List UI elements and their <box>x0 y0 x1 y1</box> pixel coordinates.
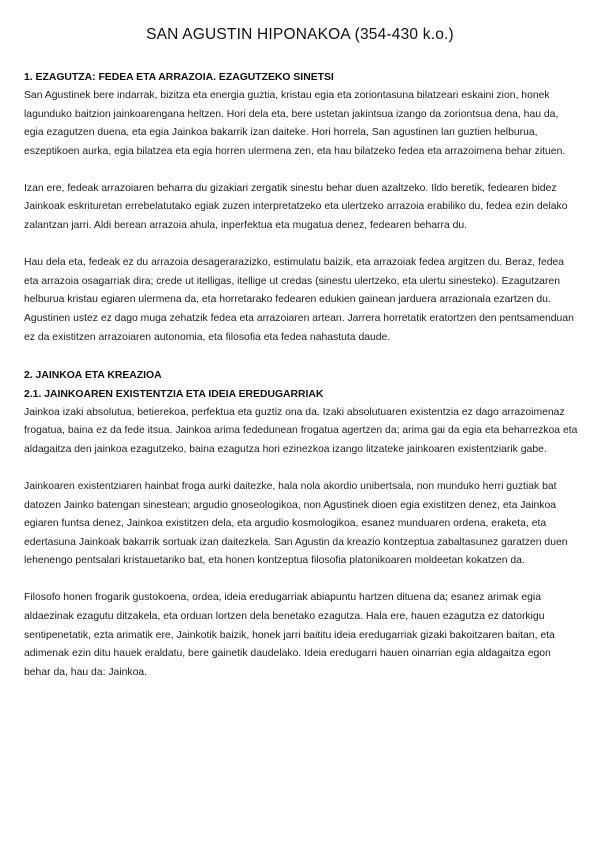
section-2-paragraph-2: Jainkoaren existentziaren hainbat froga aurki daitezke, hala nola akordio unibertsala, non munduko herri guztiak bat datozen Jainko batengan sinestean; argudio gnoseologikoa, non Agustinek dioen egia existitzen denez, eta Jainkoa egiaren funtsa denez, Jainkoa existitzen dela, eta argudio kosmologikoa, esanez munduaren ordena, eraketa, eta edertasuna Jainkoak bakarrik sortuak izan daitezkela. San Agustin da kreazio kontzeptua zabaltasunez garatzen duen lehenengo pentsalari kristauetariko bat, eta honen kontzeptua filosofia platonikoaren moldeetan kokatzen da. <box>24 480 568 567</box>
document-title: SAN AGUSTIN HIPONAKOA (354-430 k.o.) <box>146 26 454 43</box>
document-body <box>24 68 580 682</box>
section-2-paragraph-1: Jainkoa izaki absolutua, betierekoa, perfektua eta guztiz ona da. Izaki absolutuaren existentzia ez dago arrazoimenaz frogatua, baina ez da fede itsua. Jainkoa arima fededunean frogatua agertzen da; arima gai da egia eta beharrezkoa eta aldagaitza den jainkoa ezagutzeko, baina ezagutza hori ezinezkoa izango litzateke jainkoaren existentziarik gabe. <box>24 406 578 455</box>
section-1-paragraph-1: San Agustinek bere indarrak, bizitza eta energia guztia, kristau egia eta zoriontasuna bilatzeari eskaini zion, honek lagunduko baitzion jainkoarengana heltzen. Hori dela eta, bere ustetan jakintsua izango da zoriontsua dena, hau da, egia ezagutzen duena, eta egia Jainkoa bakarrik izan daiteke. Hori horrela, San agustinen lan guztien helburua, eszeptikoen aurka, egia bilatzea eta egia horren ulermena zen, eta hau bilatzeko fedea eta arrazoimena behar zituen. <box>24 90 566 157</box>
section-2-1-subheading: 2.1. JAINKOAREN EXISTENTZIA ETA IDEIA EREDUGARRIAK <box>24 388 324 400</box>
section-1-paragraph-2: Izan ere, fedeak arrazoiaren beharra du gizakiari zergatik sinestu behar duen azaltzeko. Ildo beretik, fedearen bidez Jainkoak eskrituretan errebelatutako egiak zuzen interpretatzeko eta ulertzeko arrazoia erabiliko du, fedea ezin delako zalantzan jarri. Aldi berean arrazoia ahula, inperfektua eta mugatua denez, fedearen beharra du. <box>24 182 568 232</box>
section-1-paragraph-3: Hau dela eta, fedeak ez du arrazoia desagerarazizko, estimulatu baizik, eta arrazoiak fedea argitzen du. Beraz, fedea eta arrazoia osagarriak dira; crede ut itelligas, itellige ut credas (sinestu ulertzeko, eta ulertu sinesteko). Ezagutzaren helburua kristau egiaren ulermena da, eta horretarako fedearen edukien gainean jarduera arrazionala ezartzen du. Agustinen ustez ez dago muga zehatzik fedea eta arrazoiaren artean. Jarrera horretatik eratortzen den pentsamenduan ez da existitzen arrazoiaren autonomia, eta filosofia eta fedea nahastuta daude. <box>24 257 574 343</box>
section-1-heading: 1. EZAGUTZA: FEDEA ETA ARRAZOIA. EZAGUTZEKO SINETSI <box>24 72 334 83</box>
section-2-paragraph-3: Filosofo honen frogarik gustokoena, ordea, ideia eredugarriak abiapuntu hartzen dituena da; esanez arimak egia aldaezinak ezagutu ditzakela, eta orduan lortzen dela benetako ezagutza. Hala ere, hauen ezagutza ez datorkigu sentipenetatik, ezta arimatik ere, Jainkotik baizik, honek jarri baititu ideia eredugarriak gizaki bakoitzaren baitan, eta adimenak ezin ditu hauek eraldatu, bere gainetik daudelako. Ideia eredugarri hauen oinarrian egia aldagaitza egon behar da, hau da: Jainkoa. <box>24 592 555 678</box>
section-2-heading: 2. JAINKOA ETA KREAZIOA <box>24 369 162 381</box>
